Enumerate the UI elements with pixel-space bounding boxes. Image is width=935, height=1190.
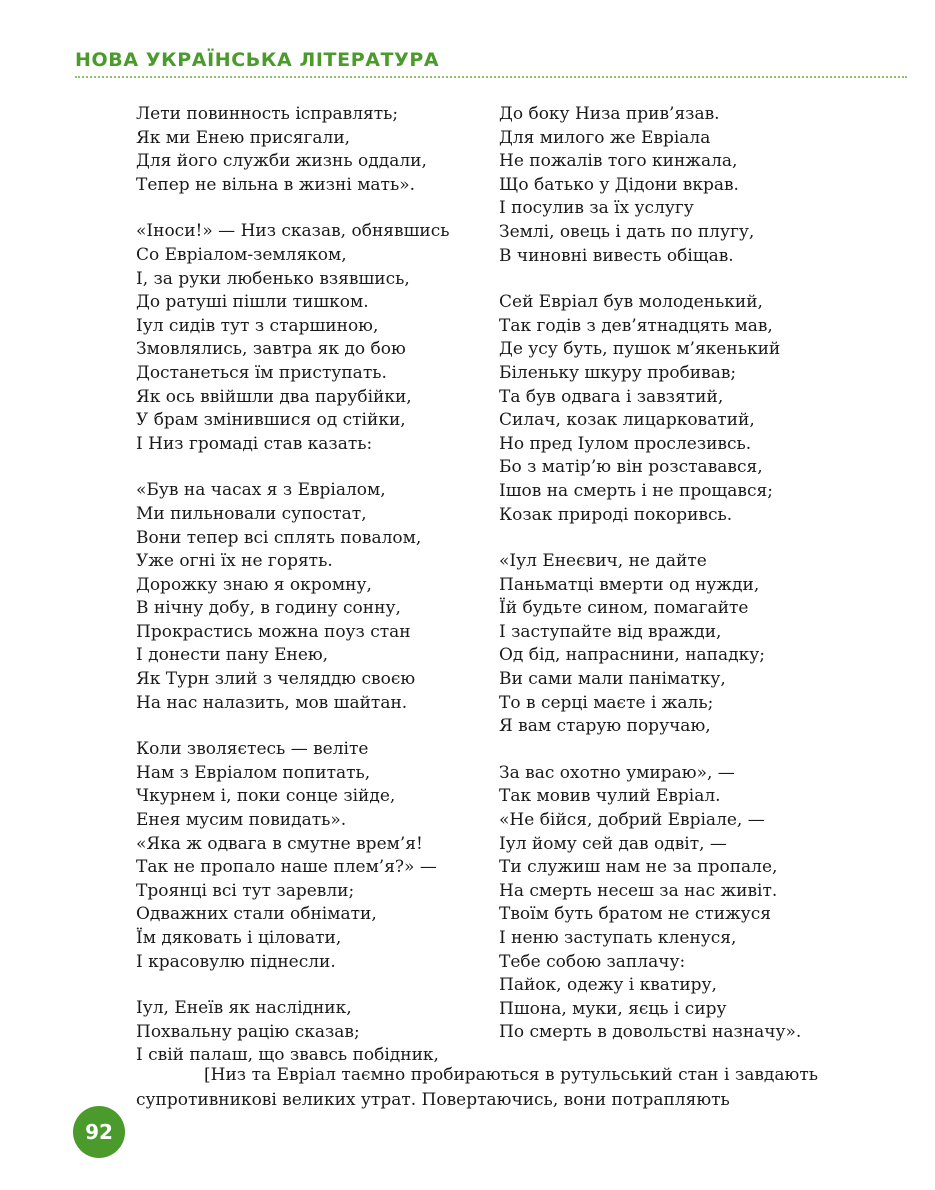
- verse-line: Так мовив чулий Евріал.: [499, 786, 721, 807]
- verse-line: Нам з Евріалом попитать,: [136, 762, 371, 783]
- verse-line: «Іул Енеєвич, не дайте: [499, 551, 707, 572]
- prose-paragraph: [136, 1063, 818, 1113]
- verse-line: І донести пану Енею,: [136, 645, 329, 666]
- verse-line: Одважних стали обнімати,: [136, 904, 377, 925]
- verse-line: Так годів з дев’ятнадцять мав,: [499, 315, 773, 336]
- verse-line: Де усу буть, пушок м’якенький: [499, 339, 781, 360]
- verse-line: Со Евріалом-земляком,: [136, 244, 347, 265]
- verse-line: Як ось ввійшли два парубійки,: [136, 386, 412, 407]
- verse-line: На смерть несеш за нас живіт.: [499, 880, 778, 901]
- verse-line: Для його служби жизнь оддали,: [136, 151, 427, 172]
- verse-line: «Яка ж одвага в смутне врем’я!: [136, 833, 423, 854]
- verse-line: Лети повинность ісправлять;: [136, 104, 399, 124]
- verse-line: Силач, козак лицарковатий,: [499, 410, 755, 431]
- verse-line: Дорожку знаю я окромну,: [136, 574, 372, 595]
- verse-line: Бо з матір’ю він розставався,: [499, 457, 763, 478]
- verse-line: І Низ громаді став казать:: [136, 433, 373, 454]
- header-divider: [75, 76, 907, 78]
- verse-line: Тепер не вільна в жизні мать».: [136, 174, 416, 195]
- verse-line: Уже огні їх не горять.: [136, 551, 333, 572]
- verse-line: Пшона, муки, яєць і сиру: [499, 998, 727, 1019]
- verse-line: Твоїм буть братом не стижуся: [499, 904, 771, 925]
- verse-line: Похвальну рацію сказав;: [136, 1021, 360, 1042]
- verse-line: І неню заступать кленуся,: [499, 928, 737, 948]
- verse-line: «Був на часах я з Евріалом,: [136, 480, 386, 501]
- verse-line: Тебе собою заплачу:: [499, 951, 686, 972]
- verse-line: В нічну добу, в годину сонну,: [136, 598, 401, 619]
- stanza: [136, 220, 496, 456]
- verse-line: За вас охотно умираю», —: [499, 762, 735, 783]
- verse-line: Но пред Іулом прослезивсь.: [499, 433, 752, 454]
- verse-line: І, за руки любенько взявшись,: [136, 268, 410, 289]
- verse-line: Я вам старую поручаю,: [499, 716, 711, 737]
- verse-line: Як Турн злий з челяддю своєю: [136, 669, 416, 690]
- verse-line: По смерть в довольстві назначу».: [499, 1022, 802, 1043]
- verse-line: В чиновні вивесть обіщав.: [499, 245, 734, 266]
- verse-line: Коли зволяєтесь — веліте: [136, 739, 369, 760]
- verse-line: То в серці маєте і жаль;: [499, 692, 714, 713]
- page-number-badge: 92: [73, 1106, 125, 1158]
- verse-line: Як ми Енею присягали,: [136, 127, 351, 148]
- verse-line: Не пожалів того кинжала,: [499, 151, 738, 172]
- verse-line: Ішов на смерть і не прощався;: [499, 480, 773, 501]
- verse-line: Землі, овець і дать по плугу,: [499, 221, 755, 242]
- verse-line: Ви сами мали паніматку,: [499, 669, 726, 690]
- verse-line: Їм дяковать і ціловати,: [136, 928, 342, 948]
- stanza: [499, 103, 859, 268]
- verse-line: Пайок, одежу і кватиру,: [499, 975, 717, 996]
- verse-line: Од бід, напраснини, нападку;: [499, 645, 765, 666]
- verse-line: І красовулю піднесли.: [136, 951, 336, 972]
- verse-line: Біленьку шкуру пробивав;: [499, 362, 737, 383]
- verse-line: «Не бійся, добрий Евріале, —: [499, 810, 765, 831]
- verse-line: Достанеться їм приступать.: [136, 362, 387, 383]
- verse-line: Чкурнем і, поки сонце зійде,: [136, 786, 396, 807]
- verse-line: І заступайте від вражди,: [499, 621, 722, 642]
- verse-line: Прокрастись можна поуз стан: [136, 621, 411, 642]
- stanza: [136, 738, 496, 974]
- stanza: [499, 291, 859, 527]
- stanza: [499, 762, 859, 1045]
- verse-line: Та був одвага і завзятий,: [499, 386, 724, 407]
- verse-line: Змовлялись, завтра як до бою: [136, 339, 406, 360]
- verse-line: Троянці всі тут заревли;: [136, 880, 355, 901]
- stanza: [136, 103, 496, 197]
- verse-line: Для милого же Евріала: [499, 127, 711, 148]
- verse-line: Ти служиш нам не за пропале,: [499, 857, 778, 878]
- verse-line: Іул йому сей дав одвіт, —: [499, 833, 727, 854]
- verse-line: Ми пильновали супостат,: [136, 503, 367, 524]
- stanza: [136, 479, 496, 715]
- poem-column-left: [136, 103, 496, 1091]
- verse-line: На нас налазить, мов шайтан.: [136, 692, 408, 713]
- prose-text: [Низ та Евріал таємно пробираються в рутульський стан і завдають супротивникові великих утрат. Повертаючись, вони потрапляють: [136, 1065, 818, 1110]
- stanza: [136, 997, 496, 1068]
- verse-line: Паньматці вмерти од нужди,: [499, 574, 760, 595]
- verse-line: До ратуші пішли тишком.: [136, 292, 369, 313]
- verse-line: Так не пропало наше плем’я?» —: [136, 857, 437, 878]
- verse-line: Іул, Енеїв як наслідник,: [136, 998, 352, 1019]
- verse-line: Козак природі покоривсь.: [499, 504, 733, 525]
- verse-line: Їй будьте сином, помагайте: [499, 598, 749, 619]
- verse-line: Що батько у Дідони вкрав.: [499, 174, 739, 195]
- verse-line: «Іноси!» — Низ сказав, обнявшись: [136, 221, 450, 242]
- verse-line: У брам змінившися од стійки,: [136, 410, 406, 431]
- verse-line: І посулив за їх услугу: [499, 198, 694, 219]
- verse-line: Енея мусим повидать».: [136, 810, 347, 831]
- verse-line: До боку Низа прив’язав.: [499, 104, 720, 124]
- verse-line: Іул сидів тут з старшиною,: [136, 315, 379, 336]
- stanza: [499, 550, 859, 739]
- verse-line: І свій палаш, що звавсь побідник,: [136, 1045, 439, 1066]
- poem-column-right: [499, 103, 859, 1068]
- verse-line: Вони тепер всі сплять повалом,: [136, 527, 422, 548]
- verse-line: Сей Евріал був молоденький,: [499, 292, 763, 313]
- section-title: НОВА УКРАЇНСЬКА ЛІТЕРАТУРА: [75, 49, 440, 71]
